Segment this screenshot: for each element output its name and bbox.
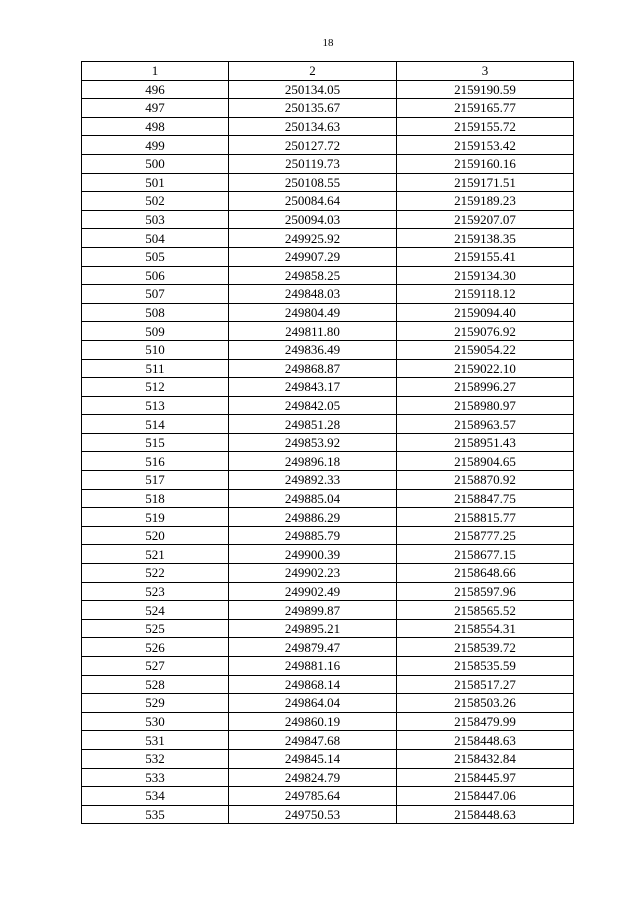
point-number-cell: 509: [82, 322, 229, 341]
y-coordinate-cell: 2159138.35: [397, 229, 574, 248]
y-coordinate-cell: 2158539.72: [397, 638, 574, 657]
point-number-cell: 505: [82, 247, 229, 266]
table-row: [82, 545, 574, 564]
point-number-cell: 513: [82, 396, 229, 415]
y-coordinate-cell: 2158815.77: [397, 508, 574, 527]
point-number-cell: 496: [82, 80, 229, 99]
point-number-cell: 516: [82, 452, 229, 471]
x-coordinate-cell: 250127.72: [229, 136, 397, 155]
y-coordinate-cell: 2158554.31: [397, 619, 574, 638]
x-coordinate-cell: 250119.73: [229, 154, 397, 173]
y-coordinate-cell: 2158904.65: [397, 452, 574, 471]
y-coordinate-cell: 2158432.84: [397, 749, 574, 768]
point-number-cell: 525: [82, 619, 229, 638]
point-number-cell: 529: [82, 694, 229, 713]
table-row: [82, 489, 574, 508]
point-number-cell: 515: [82, 433, 229, 452]
table-row: [82, 508, 574, 527]
table-row: [82, 173, 574, 192]
x-coordinate-cell: 249879.47: [229, 638, 397, 657]
x-coordinate-cell: 249886.29: [229, 508, 397, 527]
table-row: [82, 452, 574, 471]
point-number-cell: 497: [82, 99, 229, 118]
table-row: [82, 99, 574, 118]
table-row: [82, 303, 574, 322]
x-coordinate-cell: 249902.49: [229, 582, 397, 601]
y-coordinate-cell: 2158448.63: [397, 805, 574, 824]
table-row: [82, 322, 574, 341]
y-coordinate-cell: 2158565.52: [397, 601, 574, 620]
x-coordinate-cell: 249895.21: [229, 619, 397, 638]
y-coordinate-cell: 2158503.26: [397, 694, 574, 713]
point-number-cell: 527: [82, 657, 229, 676]
point-number-cell: 498: [82, 117, 229, 136]
point-number-cell: 518: [82, 489, 229, 508]
y-coordinate-cell: 2158996.27: [397, 378, 574, 397]
x-coordinate-cell: 249804.49: [229, 303, 397, 322]
table-row: [82, 396, 574, 415]
y-coordinate-cell: 2158445.97: [397, 768, 574, 787]
y-coordinate-cell: 2159118.12: [397, 285, 574, 304]
point-number-cell: 532: [82, 749, 229, 768]
table-row: [82, 229, 574, 248]
x-coordinate-cell: 250134.63: [229, 117, 397, 136]
x-coordinate-cell: 249900.39: [229, 545, 397, 564]
table-row: [82, 526, 574, 545]
point-number-cell: 521: [82, 545, 229, 564]
x-coordinate-cell: 249881.16: [229, 657, 397, 676]
x-coordinate-cell: 249885.79: [229, 526, 397, 545]
point-number-cell: 517: [82, 471, 229, 490]
y-coordinate-cell: 2159207.07: [397, 210, 574, 229]
point-number-cell: 522: [82, 564, 229, 583]
table-body: [82, 80, 574, 824]
y-coordinate-cell: 2158870.92: [397, 471, 574, 490]
column-header-2: 2: [229, 62, 397, 81]
table-row: [82, 80, 574, 99]
y-coordinate-cell: 2159165.77: [397, 99, 574, 118]
table-row: [82, 359, 574, 378]
point-number-cell: 507: [82, 285, 229, 304]
table-row: [82, 340, 574, 359]
x-coordinate-cell: 249847.68: [229, 731, 397, 750]
coordinates-table: [81, 61, 574, 824]
x-coordinate-cell: 250094.03: [229, 210, 397, 229]
x-coordinate-cell: 249868.14: [229, 675, 397, 694]
x-coordinate-cell: 249845.14: [229, 749, 397, 768]
y-coordinate-cell: 2158479.99: [397, 712, 574, 731]
table-row: [82, 787, 574, 806]
y-coordinate-cell: 2159189.23: [397, 192, 574, 211]
point-number-cell: 519: [82, 508, 229, 527]
table-row: [82, 638, 574, 657]
point-number-cell: 535: [82, 805, 229, 824]
point-number-cell: 500: [82, 154, 229, 173]
x-coordinate-cell: 249811.80: [229, 322, 397, 341]
point-number-cell: 520: [82, 526, 229, 545]
y-coordinate-cell: 2159190.59: [397, 80, 574, 99]
table-row: [82, 471, 574, 490]
point-number-cell: 512: [82, 378, 229, 397]
x-coordinate-cell: 249907.29: [229, 247, 397, 266]
point-number-cell: 533: [82, 768, 229, 787]
table-row: [82, 601, 574, 620]
point-number-cell: 510: [82, 340, 229, 359]
y-coordinate-cell: 2158448.63: [397, 731, 574, 750]
x-coordinate-cell: 249824.79: [229, 768, 397, 787]
point-number-cell: 501: [82, 173, 229, 192]
x-coordinate-cell: 249853.92: [229, 433, 397, 452]
y-coordinate-cell: 2159171.51: [397, 173, 574, 192]
point-number-cell: 530: [82, 712, 229, 731]
x-coordinate-cell: 249899.87: [229, 601, 397, 620]
column-header-3: 3: [397, 62, 574, 81]
y-coordinate-cell: 2158447.06: [397, 787, 574, 806]
page-number: 18: [322, 37, 334, 49]
table-row: [82, 731, 574, 750]
table-row: [82, 285, 574, 304]
table-row: [82, 749, 574, 768]
x-coordinate-cell: 250135.67: [229, 99, 397, 118]
table-row: [82, 136, 574, 155]
table-row: [82, 192, 574, 211]
table-row: [82, 154, 574, 173]
y-coordinate-cell: 2158963.57: [397, 415, 574, 434]
point-number-cell: 523: [82, 582, 229, 601]
point-number-cell: 502: [82, 192, 229, 211]
table-row: [82, 433, 574, 452]
x-coordinate-cell: 250108.55: [229, 173, 397, 192]
point-number-cell: 531: [82, 731, 229, 750]
x-coordinate-cell: 249860.19: [229, 712, 397, 731]
point-number-cell: 511: [82, 359, 229, 378]
y-coordinate-cell: 2158535.59: [397, 657, 574, 676]
y-coordinate-cell: 2159155.72: [397, 117, 574, 136]
y-coordinate-cell: 2159160.16: [397, 154, 574, 173]
y-coordinate-cell: 2158777.25: [397, 526, 574, 545]
x-coordinate-cell: 249836.49: [229, 340, 397, 359]
y-coordinate-cell: 2159094.40: [397, 303, 574, 322]
table-row: [82, 582, 574, 601]
x-coordinate-cell: 249925.92: [229, 229, 397, 248]
table-row: [82, 768, 574, 787]
y-coordinate-cell: 2158980.97: [397, 396, 574, 415]
y-coordinate-cell: 2159022.10: [397, 359, 574, 378]
x-coordinate-cell: 249892.33: [229, 471, 397, 490]
x-coordinate-cell: 249858.25: [229, 266, 397, 285]
x-coordinate-cell: 249896.18: [229, 452, 397, 471]
x-coordinate-cell: 249843.17: [229, 378, 397, 397]
y-coordinate-cell: 2159134.30: [397, 266, 574, 285]
y-coordinate-cell: 2158597.96: [397, 582, 574, 601]
table-row: [82, 657, 574, 676]
y-coordinate-cell: 2158951.43: [397, 433, 574, 452]
point-number-cell: 526: [82, 638, 229, 657]
y-coordinate-cell: 2159076.92: [397, 322, 574, 341]
table-row: [82, 415, 574, 434]
y-coordinate-cell: 2158648.66: [397, 564, 574, 583]
table-row: [82, 675, 574, 694]
point-number-cell: 504: [82, 229, 229, 248]
x-coordinate-cell: 249902.23: [229, 564, 397, 583]
table-row: [82, 266, 574, 285]
y-coordinate-cell: 2159054.22: [397, 340, 574, 359]
x-coordinate-cell: 249864.04: [229, 694, 397, 713]
table-row: [82, 694, 574, 713]
point-number-cell: 508: [82, 303, 229, 322]
x-coordinate-cell: 250134.05: [229, 80, 397, 99]
x-coordinate-cell: 249848.03: [229, 285, 397, 304]
y-coordinate-cell: 2158677.15: [397, 545, 574, 564]
table-row: [82, 117, 574, 136]
table-row: [82, 210, 574, 229]
point-number-cell: 534: [82, 787, 229, 806]
point-number-cell: 503: [82, 210, 229, 229]
column-header-1: 1: [82, 62, 229, 81]
y-coordinate-cell: 2158517.27: [397, 675, 574, 694]
table-row: [82, 378, 574, 397]
x-coordinate-cell: 249842.05: [229, 396, 397, 415]
point-number-cell: 524: [82, 601, 229, 620]
x-coordinate-cell: 249750.53: [229, 805, 397, 824]
header-row: [82, 62, 574, 81]
y-coordinate-cell: 2158847.75: [397, 489, 574, 508]
x-coordinate-cell: 249851.28: [229, 415, 397, 434]
table-row: [82, 712, 574, 731]
table-header: [82, 62, 574, 81]
x-coordinate-cell: 249785.64: [229, 787, 397, 806]
table-row: [82, 564, 574, 583]
x-coordinate-cell: 249868.87: [229, 359, 397, 378]
x-coordinate-cell: 250084.64: [229, 192, 397, 211]
table-row: [82, 247, 574, 266]
point-number-cell: 506: [82, 266, 229, 285]
y-coordinate-cell: 2159155.41: [397, 247, 574, 266]
y-coordinate-cell: 2159153.42: [397, 136, 574, 155]
point-number-cell: 499: [82, 136, 229, 155]
x-coordinate-cell: 249885.04: [229, 489, 397, 508]
table-row: [82, 805, 574, 824]
point-number-cell: 514: [82, 415, 229, 434]
point-number-cell: 528: [82, 675, 229, 694]
table-row: [82, 619, 574, 638]
